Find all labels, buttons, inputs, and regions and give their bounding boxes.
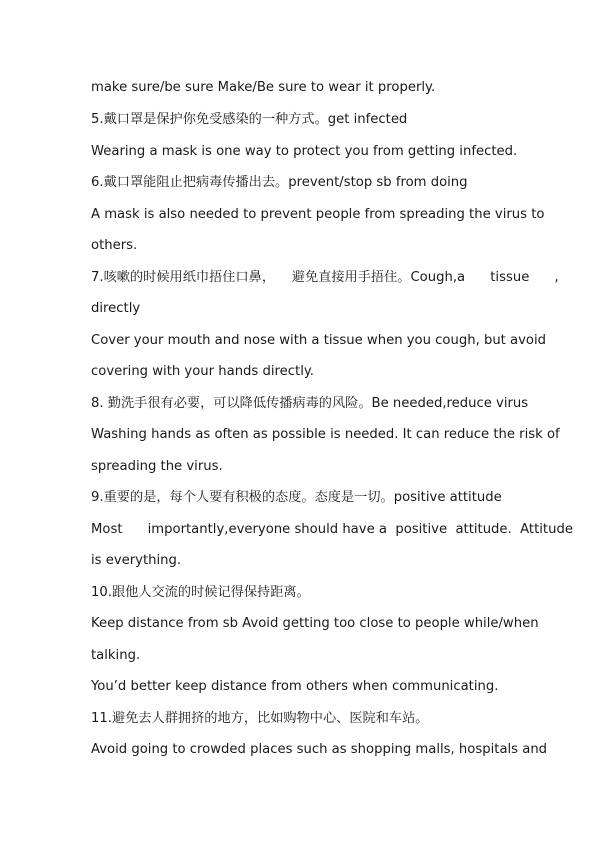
heading-item-9: 9.重要的是，每个人要有积极的态度。态度是一切。positive attitude <box>91 490 502 505</box>
text-line-keep-distance: Keep distance from sb Avoid getting too close to people while/when <box>91 616 539 631</box>
text-line-is-everything: is everything. <box>91 553 182 568</box>
heading-item-11: 11.避免去人群拥挤的地方，比如购物中心、医院和车站。 <box>91 711 429 726</box>
text-line-talking: talking. <box>91 648 141 663</box>
text-line-make-sure: make sure/be sure Make/Be sure to wear it properly. <box>91 80 436 95</box>
text-line-others: others. <box>91 238 138 253</box>
text-line-wearing-mask: Wearing a mask is one way to protect you from getting infected. <box>91 144 518 159</box>
text-line-cover-mouth: Cover your mouth and nose with a tissue when you cough, but avoid <box>91 333 547 348</box>
text-line-spreading-virus: spreading the virus. <box>91 459 223 474</box>
text-line-mask-needed: A mask is also needed to prevent people from spreading the virus to <box>91 207 545 222</box>
heading-item-6: 6.戴口罩能阻止把病毒传播出去。prevent/stop sb from doing <box>91 175 468 190</box>
heading-item-5: 5.戴口罩是保护你免受感染的一种方式。get infected <box>91 112 408 127</box>
text-line-most-importantly: Most importantly,everyone should have a positive attitude. Attitude <box>91 522 573 537</box>
text-line-washing-hands: Washing hands as often as possible is needed. It can reduce the risk of <box>91 427 560 442</box>
heading-item-8: 8. 勤洗手很有必要，可以降低传播病毒的风险。Be needed,reduce virus <box>91 396 529 411</box>
heading-item-10: 10.跟他人交流的时候记得保持距离。 <box>91 585 310 600</box>
heading-item-7: 7.咳嗽的时候用纸巾捂住口鼻， 避免直接用手捂住。Cough,a tissue , <box>91 270 559 285</box>
text-line-directly: directly <box>91 301 141 316</box>
text-line-you-better: You’d better keep distance from others when communicating. <box>91 679 499 694</box>
text-line-avoid-crowded: Avoid going to crowded places such as shopping malls, hospitals and <box>91 742 548 757</box>
text-line-covering-hands: covering with your hands directly. <box>91 364 314 379</box>
